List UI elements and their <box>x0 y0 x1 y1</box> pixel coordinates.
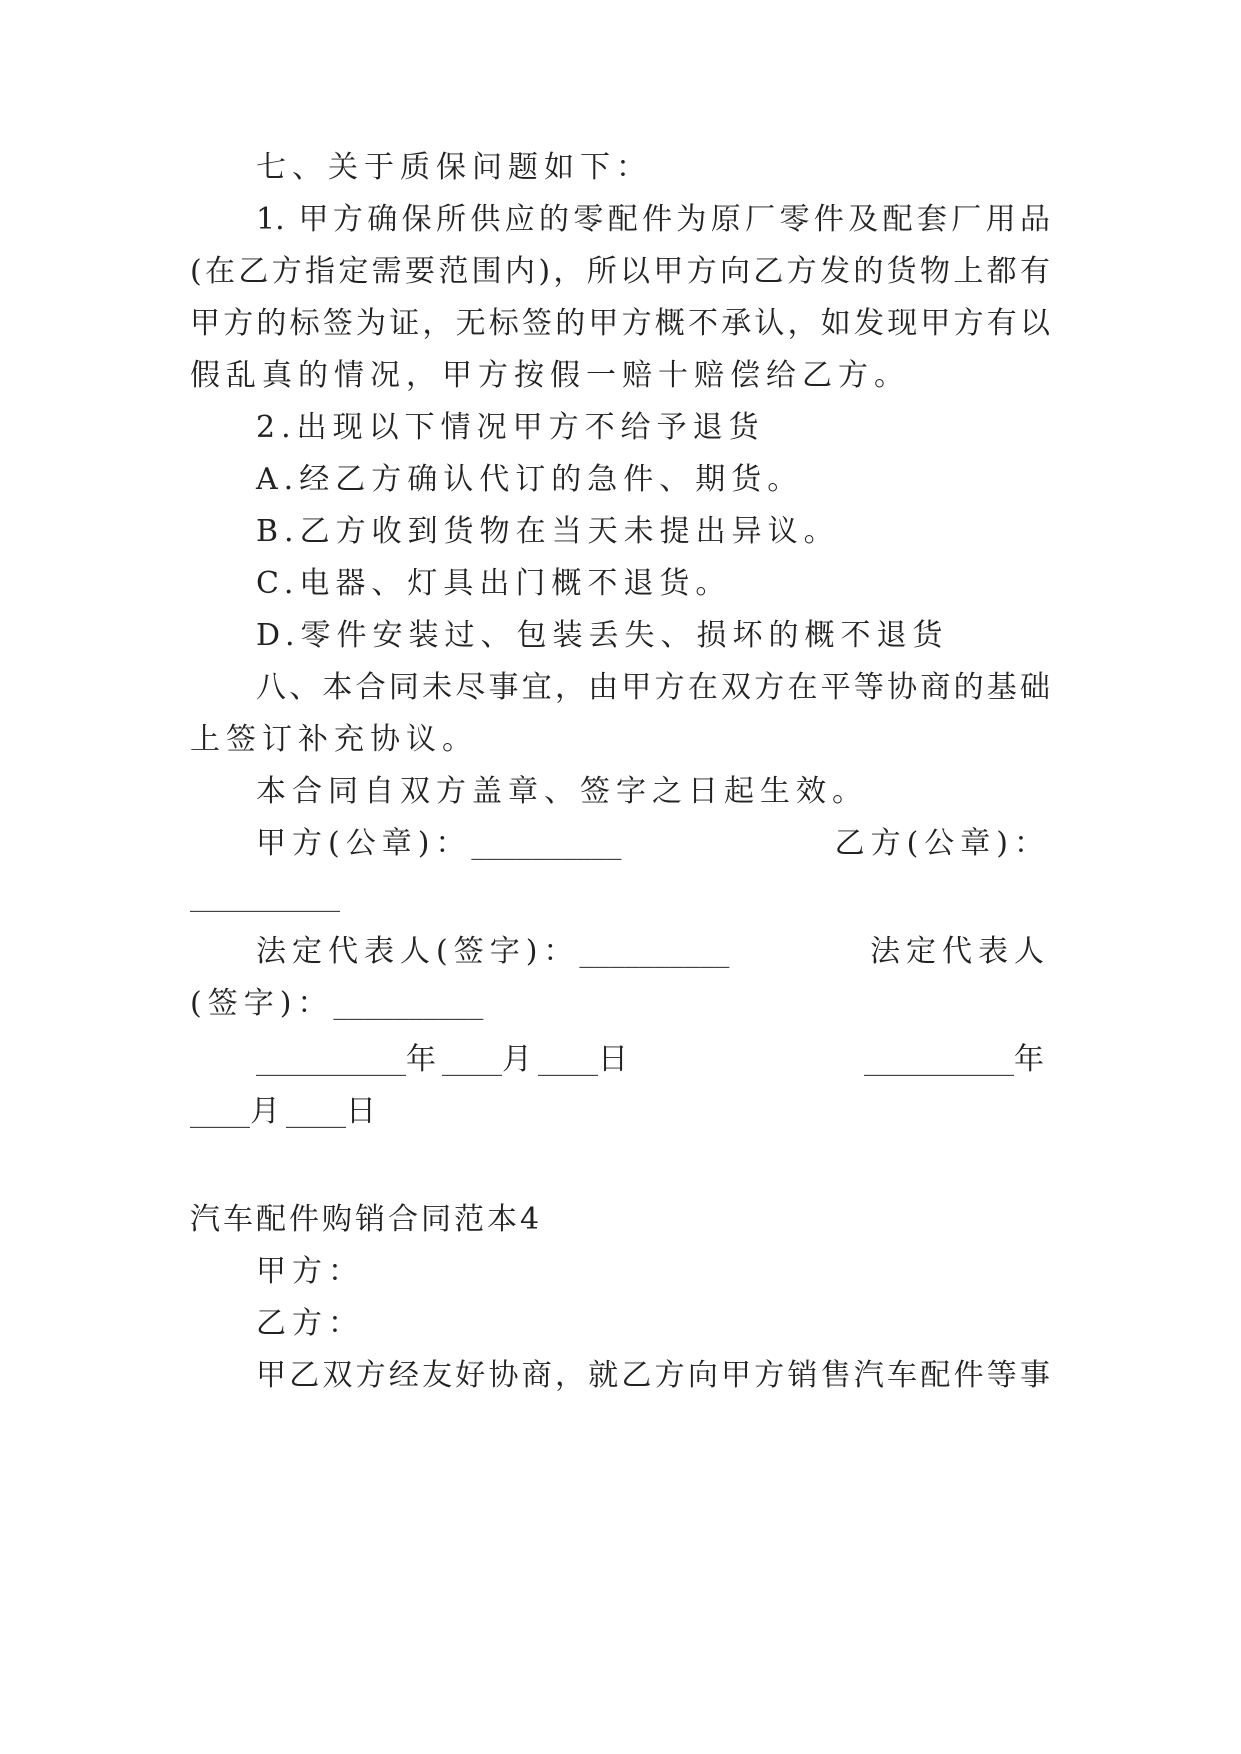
date-b-month-blank: ____ <box>190 1094 250 1129</box>
contract-4-party-b: 乙方： <box>256 1306 364 1341</box>
legal-rep-a-blank: __________ <box>579 934 730 969</box>
date-b-row <box>190 1092 1050 1132</box>
section-7-2-a: A.经乙方确认代订的急件、期货。 <box>256 462 804 497</box>
date-a-day-blank: ____ <box>538 1042 598 1077</box>
date-b-year-blank: __________ <box>864 1042 1014 1077</box>
effective-clause: 本合同自双方盖章、签字之日起生效。 <box>256 774 868 809</box>
date-a-month-label: 月 <box>502 1042 538 1077</box>
party-b-seal-label: 乙方(公章)： <box>834 826 1050 861</box>
section-7-2-c: C.电器、灯具出门概不退货。 <box>256 566 732 601</box>
date-row <box>256 1040 1050 1080</box>
section-7-1-line-1: 1. 甲方确保所供应的零配件为原厂零件及配套厂用品 <box>256 202 1050 237</box>
date-b-year <box>864 1040 1050 1080</box>
section-7-heading: 七、关于质保问题如下： <box>256 150 652 185</box>
legal-rep-b-row <box>190 984 1050 1024</box>
date-b-year-label: 年 <box>1014 1042 1050 1077</box>
section-8-line-2: 上签订补充协议。 <box>190 722 478 757</box>
seal-row <box>256 824 1050 864</box>
legal-rep-b-blank: __________ <box>333 986 484 1021</box>
section-7-2: 2.出现以下情况甲方不给予退货 <box>256 410 765 445</box>
party-a-seal-label: 甲方(公章)： <box>256 826 472 861</box>
legal-rep-row <box>256 932 1050 972</box>
legal-rep-b-label-1: 法定代表人 <box>870 934 1050 969</box>
date-a-month-blank: ____ <box>442 1042 502 1077</box>
section-8-line-1: 八、本合同未尽事宜，由甲方在双方在平等协商的基础 <box>256 670 1050 705</box>
contract-4-intro: 甲乙双方经友好协商，就乙方向甲方销售汽车配件等事 <box>256 1358 1050 1393</box>
party-b-seal-blank: __________ <box>190 878 340 913</box>
party-b-seal-blank-row <box>190 876 1050 916</box>
date-a-day-label: 日 <box>598 1042 634 1077</box>
section-7-1-line-3: 甲方的标签为证，无标签的甲方概不承认，如发现甲方有以 <box>190 306 1050 341</box>
contract-4-party-a: 甲方： <box>256 1254 364 1289</box>
legal-rep-b-label-2: (签字)： <box>190 986 334 1021</box>
section-7-2-d: D.零件安装过、包装丢失、损坏的概不退货 <box>256 618 949 653</box>
section-7-2-b: B.乙方收到货物在当天未提出异议。 <box>256 514 840 549</box>
date-a-year-label: 年 <box>406 1042 442 1077</box>
date-b-month-label: 月 <box>250 1094 286 1129</box>
date-a-year-blank: __________ <box>256 1042 406 1077</box>
party-a-seal-blank: __________ <box>471 826 622 861</box>
contract-4-title: 汽车配件购销合同范本4 <box>190 1202 543 1237</box>
date-b-day-label: 日 <box>346 1094 382 1129</box>
section-7-1-line-4: 假乱真的情况，甲方按假一赔十赔偿给乙方。 <box>190 358 910 393</box>
legal-rep-a-label: 法定代表人(签字)： <box>256 934 580 969</box>
section-7-1-line-2: (在乙方指定需要范围内)，所以甲方向乙方发的货物上都有 <box>190 254 1050 289</box>
date-b-day-blank: ____ <box>286 1094 346 1129</box>
